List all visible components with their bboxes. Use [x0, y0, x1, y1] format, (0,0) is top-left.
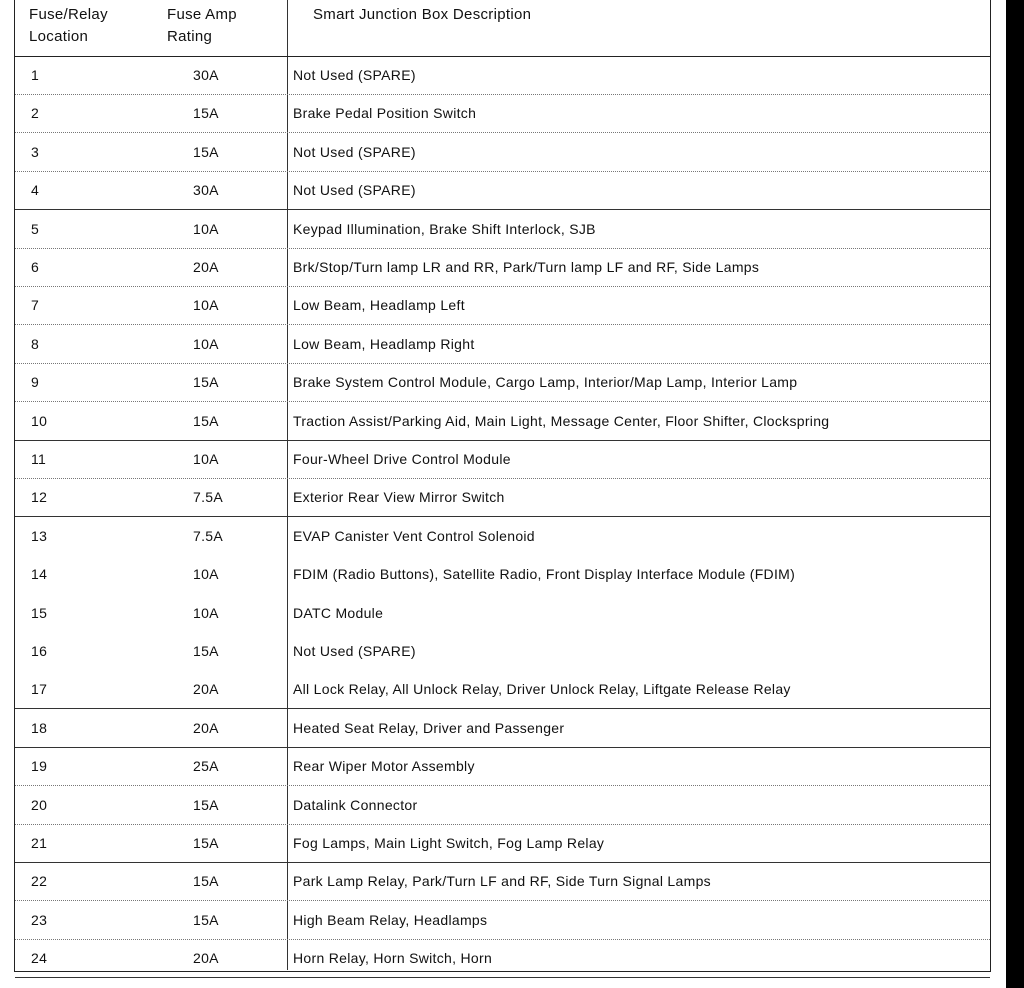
cell-description: Brake Pedal Position Switch [293, 105, 477, 122]
header-location-line1: Fuse/Relay [29, 6, 108, 23]
cell-description: Not Used (SPARE) [293, 67, 416, 83]
table-row [15, 633, 990, 671]
cell-location: 3 [31, 143, 40, 160]
table-row [15, 287, 990, 325]
cell-description: Park Lamp Relay, Park/Turn LF and RF, Side Turn Signal Lamps [293, 873, 711, 890]
table-row [15, 211, 990, 249]
table-row [15, 134, 990, 172]
cell-amp-rating: 30A [193, 67, 219, 83]
table-row [15, 95, 990, 133]
table-row [15, 940, 990, 978]
table-row [15, 479, 990, 517]
table-row [15, 710, 990, 748]
cell-description: High Beam Relay, Headlamps [293, 911, 488, 928]
cell-location: 23 [31, 911, 48, 928]
cell-location: 14 [31, 566, 48, 583]
cell-description: Fog Lamps, Main Light Switch, Fog Lamp Relay [293, 835, 605, 851]
header-location-line2: Location [29, 28, 89, 45]
cell-description: Not Used (SPARE) [293, 182, 416, 199]
cell-amp-rating: 20A [193, 950, 219, 967]
cell-amp-rating: 10A [193, 566, 219, 583]
cell-amp-rating: 7.5A [193, 527, 223, 544]
cell-description: Keypad Illumination, Brake Shift Interlock, SJB [293, 220, 596, 237]
header-amp-line1: Fuse Amp [167, 6, 237, 23]
cell-amp-rating: 15A [193, 873, 219, 890]
table-row [15, 326, 990, 364]
cell-description: Brk/Stop/Turn lamp LR and RR, Park/Turn lamp LF and RF, Side Lamps [293, 259, 760, 275]
cell-description: Horn Relay, Horn Switch, Horn [293, 950, 493, 967]
table-header [15, 0, 990, 57]
table-row [15, 403, 990, 441]
header-amp-line2: Rating [167, 28, 213, 45]
cell-location: 9 [31, 374, 40, 391]
cell-amp-rating: 10A [193, 604, 219, 621]
cell-location: 10 [31, 412, 48, 429]
cell-amp-rating: 25A [193, 758, 219, 775]
fuse-table [14, 0, 991, 972]
cell-location: 13 [31, 527, 48, 544]
cell-location: 21 [31, 835, 48, 851]
table-row [15, 863, 990, 901]
cell-description: Four-Wheel Drive Control Module [293, 451, 511, 467]
cell-location: 2 [31, 105, 40, 122]
cell-description: EVAP Canister Vent Control Solenoid [293, 527, 535, 544]
cell-amp-rating: 30A [193, 182, 219, 199]
cell-amp-rating: 10A [193, 220, 219, 237]
cell-location: 1 [31, 67, 40, 83]
cell-description: Low Beam, Headlamp Left [293, 297, 465, 314]
cell-location: 15 [31, 604, 48, 621]
table-row [15, 902, 990, 940]
header-amp [167, 4, 277, 48]
page-edge-bar [1006, 0, 1024, 988]
table-row [15, 249, 990, 287]
table-row [15, 748, 990, 786]
cell-location: 11 [31, 451, 47, 467]
cell-amp-rating: 15A [193, 796, 219, 813]
cell-amp-rating: 15A [193, 105, 219, 122]
cell-location: 12 [31, 489, 48, 506]
table-row [15, 364, 990, 402]
cell-amp-rating: 15A [193, 143, 219, 160]
table-row [15, 518, 990, 556]
cell-description: Heated Seat Relay, Driver and Passenger [293, 719, 565, 736]
cell-description: Traction Assist/Parking Aid, Main Light, Message Center, Floor Shifter, Clockspring [293, 412, 830, 429]
cell-location: 18 [31, 719, 48, 736]
cell-amp-rating: 10A [193, 335, 219, 352]
table-row [15, 57, 990, 95]
cell-description: FDIM (Radio Buttons), Satellite Radio, Front Display Interface Module (FDIM) [293, 566, 796, 583]
cell-amp-rating: 15A [193, 835, 219, 851]
cell-location: 17 [31, 681, 48, 698]
cell-location: 7 [31, 297, 40, 314]
table-row [15, 595, 990, 633]
table-row [15, 441, 990, 479]
cell-location: 16 [31, 643, 48, 659]
table-row [15, 787, 990, 825]
cell-description: Datalink Connector [293, 796, 418, 813]
cell-location: 20 [31, 796, 48, 813]
cell-amp-rating: 20A [193, 259, 219, 275]
cell-description: All Lock Relay, All Unlock Relay, Driver Unlock Relay, Liftgate Release Relay [293, 681, 791, 698]
table-row [15, 671, 990, 709]
cell-description: Exterior Rear View Mirror Switch [293, 489, 505, 506]
table-row [15, 172, 990, 210]
table-row [15, 556, 990, 594]
cell-description: Not Used (SPARE) [293, 143, 416, 160]
cell-location: 22 [31, 873, 48, 890]
cell-amp-rating: 10A [193, 451, 219, 467]
cell-amp-rating: 15A [193, 412, 219, 429]
cell-location: 6 [31, 259, 40, 275]
cell-amp-rating: 15A [193, 911, 219, 928]
cell-location: 19 [31, 758, 48, 775]
cell-amp-rating: 10A [193, 297, 219, 314]
header-description: Smart Junction Box Description [313, 6, 532, 23]
cell-amp-rating: 15A [193, 643, 219, 659]
cell-amp-rating: 7.5A [193, 489, 223, 506]
cell-location: 5 [31, 220, 40, 237]
cell-amp-rating: 20A [193, 681, 219, 698]
cell-amp-rating: 20A [193, 719, 219, 736]
cell-description: Rear Wiper Motor Assembly [293, 758, 475, 775]
cell-location: 8 [31, 335, 40, 352]
cell-description: DATC Module [293, 604, 384, 621]
cell-location: 24 [31, 950, 48, 967]
cell-location: 4 [31, 182, 40, 199]
table-row [15, 825, 990, 863]
header-location [29, 4, 169, 48]
cell-amp-rating: 15A [193, 374, 219, 391]
cell-description: Not Used (SPARE) [293, 643, 416, 659]
cell-description: Brake System Control Module, Cargo Lamp, Interior/Map Lamp, Interior Lamp [293, 374, 798, 391]
cell-description: Low Beam, Headlamp Right [293, 335, 475, 352]
